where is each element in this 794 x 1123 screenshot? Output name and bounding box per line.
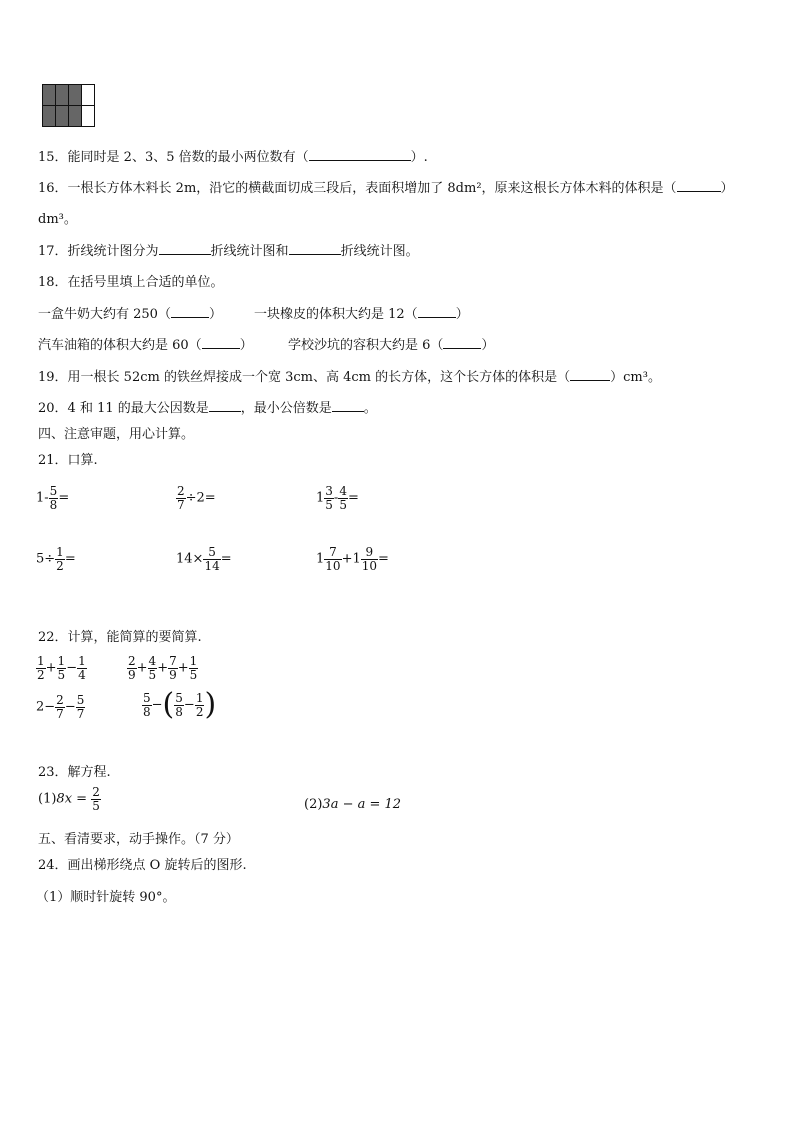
mental-calc-6: 1 $\frac{7}{10}$ +1 $\frac{9}{10}$ = [316, 545, 389, 573]
question-text: 20．4 和 11 的最大公因数是 [38, 401, 209, 416]
question-24-title: 24．画出梯形绕点 O 旋转后的图形. [38, 858, 247, 873]
question-text: 17．折线统计图分为 [38, 244, 159, 259]
answer-blank[interactable] [309, 148, 411, 161]
question-18-title: 18．在括号里填上合适的单位。 [38, 275, 224, 290]
section-5-heading: 五、看清要求，动手操作。（7 分） [38, 832, 239, 847]
question-text: 一盒牛奶大约有 250（ [38, 307, 171, 322]
question-18-row1-right [254, 303, 469, 322]
question-text: 15．能同时是 2、3、5 倍数的最小两位数有（ [38, 150, 309, 165]
mental-calc-3: 1 $\frac{3}{5}$ - $\frac{4}{5}$ = [316, 484, 359, 512]
fraction: $\frac{5}{8}$ [49, 484, 58, 512]
answer-blank[interactable] [677, 179, 721, 192]
question-24-sub: （1）顺时针旋转 90°。 [36, 890, 176, 905]
calc-expr-1: $\frac{1}{2}$ + $\frac{1}{5}$ − $\frac{1}{4}$ [37, 654, 86, 682]
equation-2: (2)3a − a = 12 [304, 797, 402, 812]
fraction: $\frac{4}{5}$ [339, 484, 347, 512]
section-4-heading: 四、注意审题，用心计算。 [38, 427, 195, 442]
question-15 [38, 146, 428, 165]
fraction: $\frac{3}{5}$ [325, 484, 333, 512]
fraction-grid [42, 84, 95, 127]
question-text-end: ） [720, 181, 734, 196]
question-18-row2-left [38, 334, 253, 353]
question-text: ，最小公倍数是 [240, 401, 332, 416]
question-text: 折线统计图。 [340, 244, 419, 259]
question-text: 汽车油箱的体积大约是 60（ [38, 338, 202, 353]
grid-cell [56, 85, 69, 106]
question-text: ） [481, 338, 495, 353]
grid-cell [56, 106, 69, 127]
equation-1: (1)8x = $\frac{2}{5}$ [38, 785, 100, 813]
question-text-end: ）. [410, 150, 428, 165]
calc-expr-2: $\frac{2}{9}$ + $\frac{4}{5}$ + $\frac{7}{9}$ + $\frac{1}{5}$ [128, 654, 198, 682]
mental-calc-1: 1- $\frac{5}{8}$ = [36, 484, 70, 512]
answer-blank[interactable] [332, 399, 364, 412]
answer-blank[interactable] [209, 399, 241, 412]
question-18-row1-left [38, 303, 222, 322]
question-text: ） [208, 307, 222, 322]
question-23-title: 23．解方程. [38, 765, 111, 780]
question-19 [38, 366, 661, 385]
answer-blank[interactable] [418, 305, 456, 318]
question-text: 。 [363, 401, 377, 416]
question-21-title: 21．口算. [38, 453, 98, 468]
mental-calc-5: 14× $\frac{5}{14}$ = [176, 545, 232, 573]
mental-calc-2: $\frac{2}{7}$ ÷2= [177, 484, 216, 512]
grid-cell [69, 106, 82, 127]
fraction: $\frac{1}{2}$ [56, 545, 64, 573]
answer-blank[interactable] [171, 305, 209, 318]
answer-blank[interactable] [289, 242, 341, 255]
question-text: ） [239, 338, 253, 353]
mental-calc-4: 5÷ $\frac{1}{2}$ = [36, 545, 76, 573]
question-18-row2-right [288, 334, 494, 353]
question-text: 19．用一根长 52cm 的铁丝焊接成一个宽 3cm、高 4cm 的长方体，这个长方体的体积是（ [38, 370, 571, 385]
question-text: 16．一根长方体木料长 2m，沿它的横截面切成三段后，表面积增加了 8dm²，原来这根长方体木料的体积是（ [38, 181, 677, 196]
question-text: 一块橡皮的体积大约是 12（ [254, 307, 418, 322]
answer-blank[interactable] [202, 336, 240, 349]
answer-blank[interactable] [570, 368, 610, 381]
question-16-cont: dm³。 [38, 212, 77, 227]
answer-blank[interactable] [443, 336, 481, 349]
question-20 [38, 397, 377, 416]
grid-cell [82, 85, 95, 106]
question-22-title: 22．计算，能简算的要简算. [38, 630, 202, 645]
grid-cell [43, 85, 56, 106]
question-16 [38, 177, 734, 196]
calc-expr-3: 2− $\frac{2}{7}$ − $\frac{5}{7}$ [36, 693, 85, 721]
question-text: 折线统计图和 [210, 244, 289, 259]
grid-cell [82, 106, 95, 127]
grid-cell [43, 106, 56, 127]
question-text: 学校沙坑的容积大约是 6（ [288, 338, 444, 353]
fraction: $\frac{9}{10}$ [361, 545, 378, 573]
calc-expr-4: $\frac{5}{8}$ −( $\frac{5}{8}$ − $\frac{1}{2}$ ) [143, 687, 217, 722]
question-text-end: ）cm³。 [610, 370, 661, 385]
question-17 [38, 240, 419, 259]
question-text: ） [455, 307, 469, 322]
fraction: $\frac{7}{10}$ [325, 545, 341, 573]
fraction: $\frac{5}{14}$ [204, 545, 220, 573]
grid-cell [69, 85, 82, 106]
answer-blank[interactable] [159, 242, 211, 255]
fraction: $\frac{2}{7}$ [177, 484, 185, 512]
